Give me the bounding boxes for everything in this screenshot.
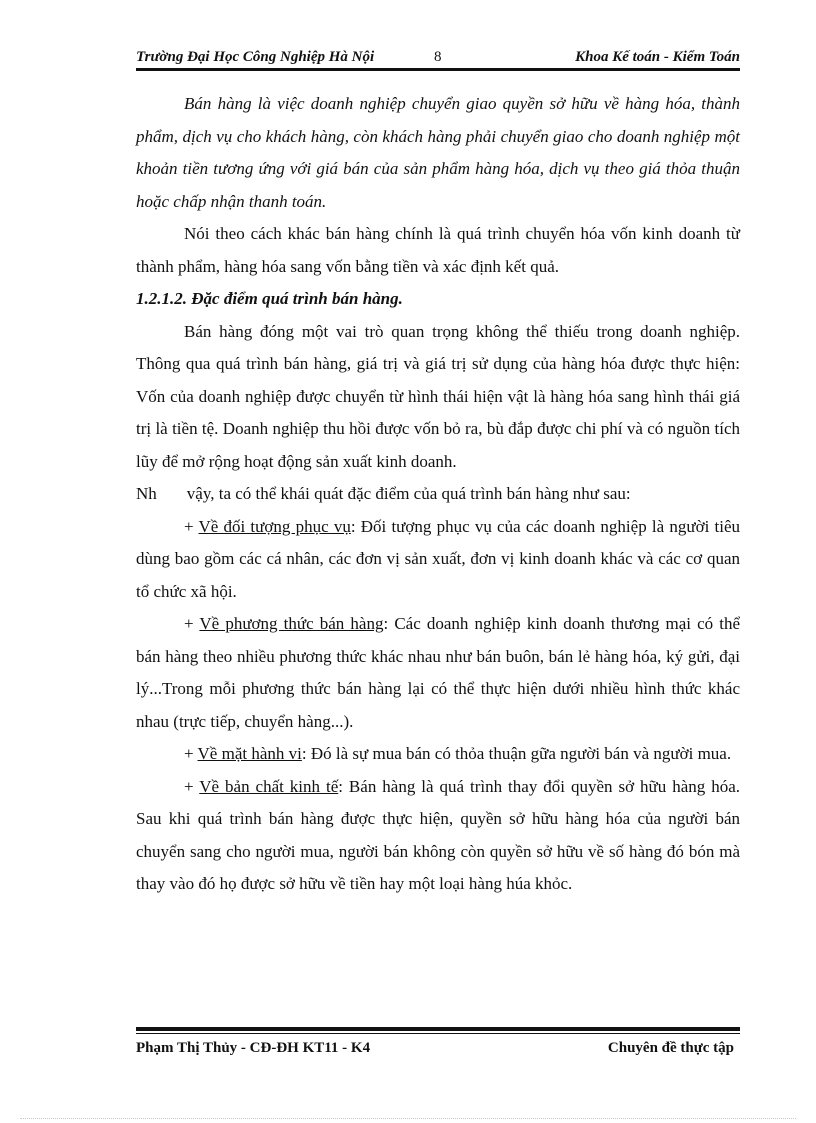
footer-doc-type: Chuyên đề thực tập bbox=[607, 1040, 734, 1056]
footer-rule-thick bbox=[136, 1027, 740, 1031]
item-text: : Đó là sự mua bán có thỏa thuận gữa người bán và người mua. bbox=[301, 744, 732, 763]
summary-prefix: Nh bbox=[136, 484, 157, 503]
list-item: + Về phương thức bán hàng: Các doanh nghiệp kinh doanh thương mại có thể bán hàng theo nhiều phương thức khác nhau như bán buôn, bán lẻ hàng hóa, ký gửi, đại lý...Trong mỗi phương thức bán hàng lại có thể thực hiện dưới nhiều hình thức khác nhau (trực tiếp, chuyển hàng...). bbox=[136, 614, 741, 731]
paragraph-role: Bán hàng đóng một vai trò quan trọng không thể thiếu trong doanh nghiệp. Thông qua quá trình bán hàng, giá trị và giá trị sử dụng của hàng hóa được thực hiện: Vốn của doanh nghiệp được chuyển từ hình thái hiện vật là hàng hóa sang hình thái giá trị là tiền tệ. Doanh nghiệp thu hồi được vốn bỏ ra, bù đắp được chi phí và có nguồn tích lũy để mở rộng hoạt động sản xuất kinh doanh. bbox=[136, 321, 740, 471]
item-term: Về phương thức bán hàng bbox=[199, 614, 384, 633]
footer-rule-thin bbox=[136, 1033, 740, 1034]
paragraph-definition: Bán hàng là việc doanh nghiệp chuyển giao quyền sở hữu về hàng hóa, thành phẩm, dịch vụ cho khách hàng, còn khách hàng phải chuyển giao cho doanh nghiệp một khoản tiền tương ứng với giá bán của sản phẩm hàng hóa, dịch vụ theo giá thỏa thuận hoặc chấp nhận thanh toán. bbox=[136, 94, 740, 211]
header-rule bbox=[136, 68, 740, 71]
paragraph-summary bbox=[136, 478, 740, 511]
item-text: : Các doanh nghiệp kinh doanh thương mại có thể bán hàng theo nhiều phương thức khác nhau như bán buôn, bán lẻ hàng hóa, ký gửi, đại lý...Trong mỗi phương thức bán hàng lại có thể thực hiện dưới nhiều hình thức khác nhau (trực tiếp, chuyển hàng...). bbox=[136, 614, 741, 731]
item-text: : Đối tượng phục vụ của các doanh nghiệp là người tiêu dùng bao gồm các cá nhân, các đơn vị sản xuất, đơn vị kinh doanh khác và các cơ quan tổ chức xã hội. bbox=[136, 516, 740, 601]
list-item: + Về mặt hành vi: Đó là sự mua bán có thỏa thuận gữa người bán và người mua. bbox=[184, 744, 732, 763]
item-term: Về mặt hành vi bbox=[197, 744, 302, 763]
item-text: : Bán hàng là quá trình thay đổi quyền sở hữu hàng hóa. Sau khi quá trình bán hàng được thực hiện, quyền sở hữu hàng hóa của người bán chuyển sang cho người mua, người bán không còn quyền sở hữu về số hàng đó bón mà thay vào đó họ được sở hữu về tiền hay một loại hàng húa khỏc. bbox=[136, 776, 740, 893]
item-term: Về bản chất kinh tế bbox=[199, 776, 339, 796]
list-item: + Về đối tượng phục vụ: Đối tượng phục vụ của các doanh nghiệp là người tiêu dùng bao gồm các cá nhân, các đơn vị sản xuất, đơn vị kinh doanh khác và các cơ quan tổ chức xã hội. bbox=[136, 516, 740, 601]
footer-author: Phạm Thị Thủy - CĐ-ĐH KT11 - K4 bbox=[136, 1040, 371, 1056]
summary-text: vậy, ta có thể khái quát đặc điểm của quá trình bán hàng như sau: bbox=[186, 484, 631, 503]
header-faculty: Khoa Kế toán - Kiểm Toán bbox=[575, 49, 740, 65]
page-number: 8 bbox=[434, 49, 442, 65]
header-school: Trường Đại Học Công Nghiệp Hà Nội bbox=[136, 49, 375, 65]
document-body bbox=[136, 88, 740, 901]
section-heading: 1.2.1.2. Đặc điểm quá trình bán hàng. bbox=[136, 289, 403, 308]
page-edge bbox=[20, 1118, 796, 1119]
page-header bbox=[136, 46, 740, 68]
item-term: Về đối tượng phục vụ bbox=[198, 516, 351, 536]
paragraph-alternative: Nói theo cách khác bán hàng chính là quá trình chuyển hóa vốn kinh doanh từ thành phẩm, hàng hóa sang vốn bằng tiền và xác định kết quả. bbox=[136, 224, 740, 276]
list-item: + Về bản chất kinh tế: Bán hàng là quá trình thay đổi quyền sở hữu hàng hóa. Sau khi quá trình bán hàng được thực hiện, quyền sở hữu hàng hóa của người bán chuyển sang cho người mua, người bán không còn quyền sở hữu về số hàng đó bón mà thay vào đó họ được sở hữu về tiền hay một loại hàng húa khỏc. bbox=[136, 776, 740, 893]
